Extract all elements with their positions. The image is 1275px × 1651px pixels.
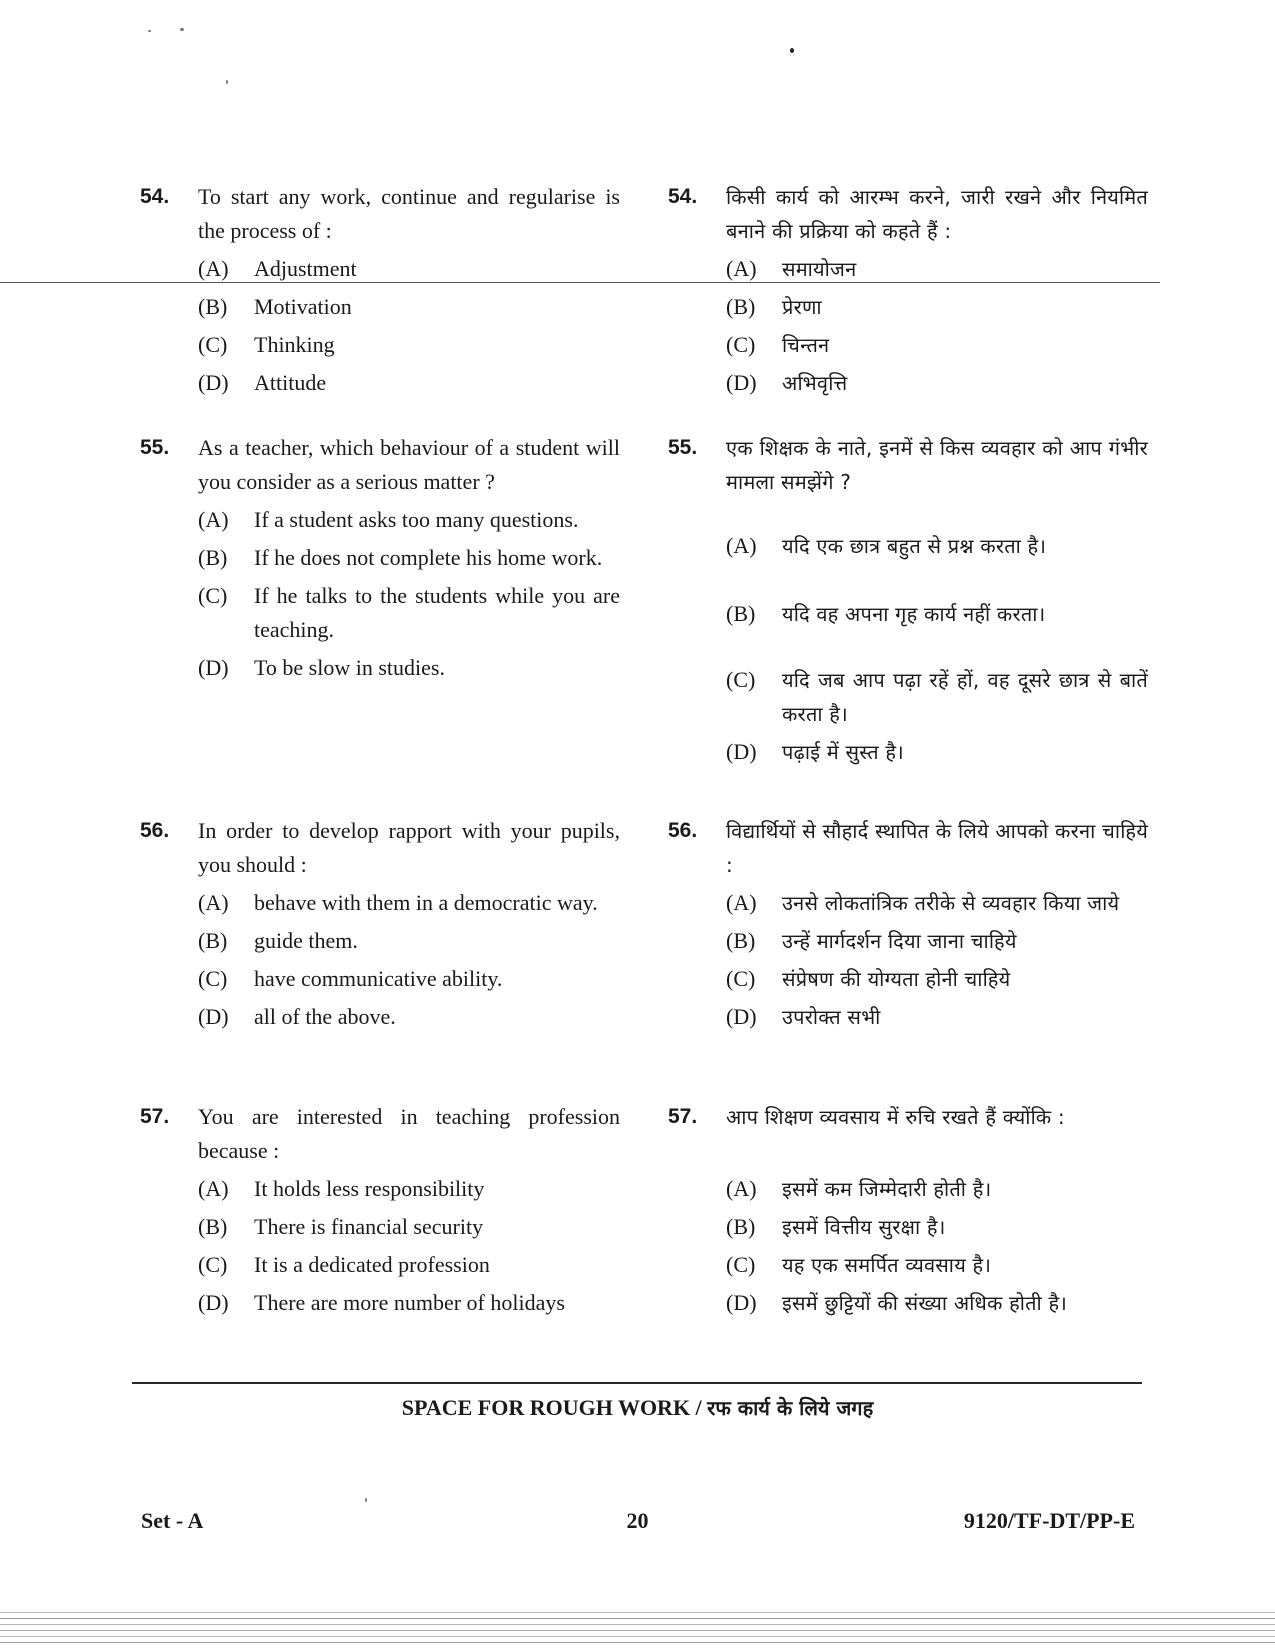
question-number: 54.	[668, 185, 698, 208]
option	[198, 328, 620, 362]
question-text: किसी कार्य को आरम्भ करने, जारी रखने और नियमित बनाने की प्रक्रिया को कहते हैं :	[726, 185, 1148, 243]
option	[726, 1000, 1148, 1034]
question-55-hi	[668, 431, 1148, 773]
question-number: 55.	[668, 436, 698, 459]
option	[726, 252, 1148, 286]
option-text: To be slow in studies.	[254, 655, 445, 680]
question-text: You are interested in teaching profession because :	[198, 1104, 620, 1163]
option-label: (A)	[726, 1176, 757, 1201]
question-57-en	[140, 1100, 620, 1324]
option	[726, 962, 1148, 996]
option	[726, 663, 1148, 731]
option	[726, 597, 1148, 631]
option-text: Motivation	[254, 294, 352, 319]
option-text: इसमें छुट्टियों की संख्या अधिक होती है।	[782, 1291, 1068, 1315]
option-label: (A)	[198, 507, 229, 532]
option-text: यह एक समर्पित व्यवसाय है।	[782, 1253, 992, 1277]
option-label: (A)	[726, 890, 757, 915]
option	[198, 503, 620, 537]
option-text: अभिवृत्ति	[782, 371, 848, 395]
option-label: (B)	[198, 928, 228, 953]
option-label: (B)	[726, 928, 756, 953]
option-text: If he does not complete his home work.	[254, 545, 603, 570]
scan-speck	[365, 1498, 367, 1502]
option-text: Adjustment	[254, 256, 357, 281]
option	[198, 1000, 620, 1034]
scan-stripe	[0, 1612, 1275, 1613]
option-label: (C)	[726, 332, 756, 357]
option-text: behave with them in a democratic way.	[254, 890, 598, 915]
scan-stripe	[0, 1618, 1275, 1619]
question-number: 56.	[668, 819, 698, 842]
option	[726, 924, 1148, 958]
option	[198, 651, 620, 685]
option	[726, 328, 1148, 362]
option-text: चिन्तन	[782, 333, 830, 357]
option	[198, 366, 620, 400]
question-number: 56.	[140, 819, 170, 842]
option	[198, 962, 620, 996]
option	[198, 1172, 620, 1206]
option-label: (D)	[198, 370, 229, 395]
option-label: (A)	[198, 890, 229, 915]
option-text: It is a dedicated profession	[254, 1252, 490, 1277]
option	[198, 924, 620, 958]
rough-work-en: SPACE FOR ROUGH WORK /	[401, 1395, 702, 1420]
question-57-hi	[668, 1100, 1148, 1324]
option-label: (D)	[726, 370, 757, 395]
question-number: 55.	[140, 436, 170, 459]
option	[198, 886, 620, 920]
option-text: all of the above.	[254, 1004, 396, 1029]
option	[726, 529, 1148, 563]
option	[198, 290, 620, 324]
option	[726, 886, 1148, 920]
question-text: एक शिक्षक के नाते, इनमें से किस व्यवहार को आप गंभीर मामला समझेंगे ?	[726, 436, 1148, 494]
rough-work-heading	[0, 1394, 1275, 1421]
question-number: 57.	[140, 1105, 170, 1128]
option-text: There is financial security	[254, 1214, 484, 1239]
option	[198, 252, 620, 286]
option-text: यदि एक छात्र बहुत से प्रश्न करता है।	[782, 534, 1047, 558]
question-54-en	[140, 180, 620, 404]
option-text: guide them.	[254, 928, 358, 953]
option-label: (B)	[198, 545, 228, 570]
option-label: (C)	[198, 966, 228, 991]
page-number: 20	[626, 1508, 649, 1533]
question-55-en	[140, 431, 620, 689]
option-label: (B)	[198, 294, 228, 319]
option-text: प्रेरणा	[782, 295, 822, 319]
option-text: If he talks to the students while you are teaching.	[254, 583, 620, 642]
scan-speck	[226, 80, 228, 84]
option-text: It holds less responsibility	[254, 1176, 485, 1201]
option	[726, 1210, 1148, 1244]
scan-stripe	[0, 1630, 1275, 1631]
option	[198, 541, 620, 575]
option	[726, 366, 1148, 400]
section-divider	[132, 1382, 1142, 1384]
option-label: (B)	[198, 1214, 228, 1239]
option-label: (B)	[726, 1214, 756, 1239]
rough-work-hi: रफ कार्य के लिये जगह	[707, 1396, 874, 1420]
option-text: संप्रेषण की योग्यता होनी चाहिये	[782, 967, 1011, 991]
option-label: (A)	[198, 1176, 229, 1201]
paper-code: 9120/TF-DT/PP-E	[963, 1508, 1135, 1533]
option-label: (D)	[198, 1290, 229, 1315]
scan-speck	[180, 28, 184, 31]
option-text: उपरोक्त सभी	[782, 1005, 881, 1029]
question-text: As a teacher, which behaviour of a student will you consider as a serious matter ?	[198, 435, 620, 494]
option-text: इसमें वित्तीय सुरक्षा है।	[782, 1215, 946, 1239]
option-label: (D)	[198, 655, 229, 680]
option-label: (B)	[726, 294, 756, 319]
option-label: (D)	[198, 1004, 229, 1029]
option-label: (A)	[198, 256, 229, 281]
option	[726, 290, 1148, 324]
option	[726, 1172, 1148, 1206]
option	[198, 1210, 620, 1244]
scan-stripe	[0, 1642, 1275, 1643]
question-text: आप शिक्षण व्यवसाय में रुचि रखते हैं क्योंकि :	[726, 1105, 1065, 1129]
scan-speck	[148, 30, 151, 32]
option-text: उन्हें मार्गदर्शन दिया जाना चाहिये	[782, 929, 1017, 953]
option-text: पढ़ाई में सुस्त है।	[782, 740, 904, 764]
option-text: समायोजन	[782, 257, 857, 281]
option-label: (C)	[726, 1252, 756, 1277]
scan-stripe	[0, 1624, 1275, 1625]
option	[198, 1286, 620, 1320]
set-label: Set - A	[141, 1508, 204, 1533]
option-text: इसमें कम जिम्मेदारी होती है।	[782, 1177, 992, 1201]
option-text: There are more number of holidays	[254, 1290, 565, 1315]
scan-speck	[790, 48, 794, 53]
option	[726, 735, 1148, 769]
option	[198, 579, 620, 647]
option-text: Attitude	[254, 370, 327, 395]
scan-stripe	[0, 1636, 1275, 1637]
question-54-hi	[668, 180, 1148, 404]
option-text: Thinking	[254, 332, 335, 357]
question-text: To start any work, continue and regularise is the process of :	[198, 184, 620, 243]
option-text: यदि वह अपना गृह कार्य नहीं करता।	[782, 602, 1046, 626]
option-label: (A)	[726, 256, 757, 281]
option-label: (C)	[198, 583, 228, 608]
option-text: If a student asks too many questions.	[254, 507, 579, 532]
question-text: In order to develop rapport with your pupils, you should :	[198, 818, 620, 877]
option-label: (C)	[726, 966, 756, 991]
option-label: (B)	[726, 601, 756, 626]
question-text: विद्यार्थियों से सौहार्द स्थापित के लिये आपको करना चाहिये :	[726, 819, 1148, 877]
question-56-en	[140, 814, 620, 1038]
option-text: यदि जब आप पढ़ा रहें हों, वह दूसरे छात्र से बातें करता है।	[782, 668, 1148, 726]
option-label: (C)	[198, 332, 228, 357]
option-label: (C)	[198, 1252, 228, 1277]
option-text: उनसे लोकतांत्रिक तरीके से व्यवहार किया जाये	[782, 891, 1120, 915]
option-label: (A)	[726, 533, 757, 558]
option	[726, 1286, 1148, 1320]
question-56-hi	[668, 814, 1148, 1038]
question-number: 57.	[668, 1105, 698, 1128]
option-label: (C)	[726, 667, 756, 692]
option-label: (D)	[726, 1004, 757, 1029]
option-text: have communicative ability.	[254, 966, 503, 991]
option-label: (D)	[726, 739, 757, 764]
option	[726, 1248, 1148, 1282]
option	[198, 1248, 620, 1282]
question-number: 54.	[140, 185, 170, 208]
option-label: (D)	[726, 1290, 757, 1315]
